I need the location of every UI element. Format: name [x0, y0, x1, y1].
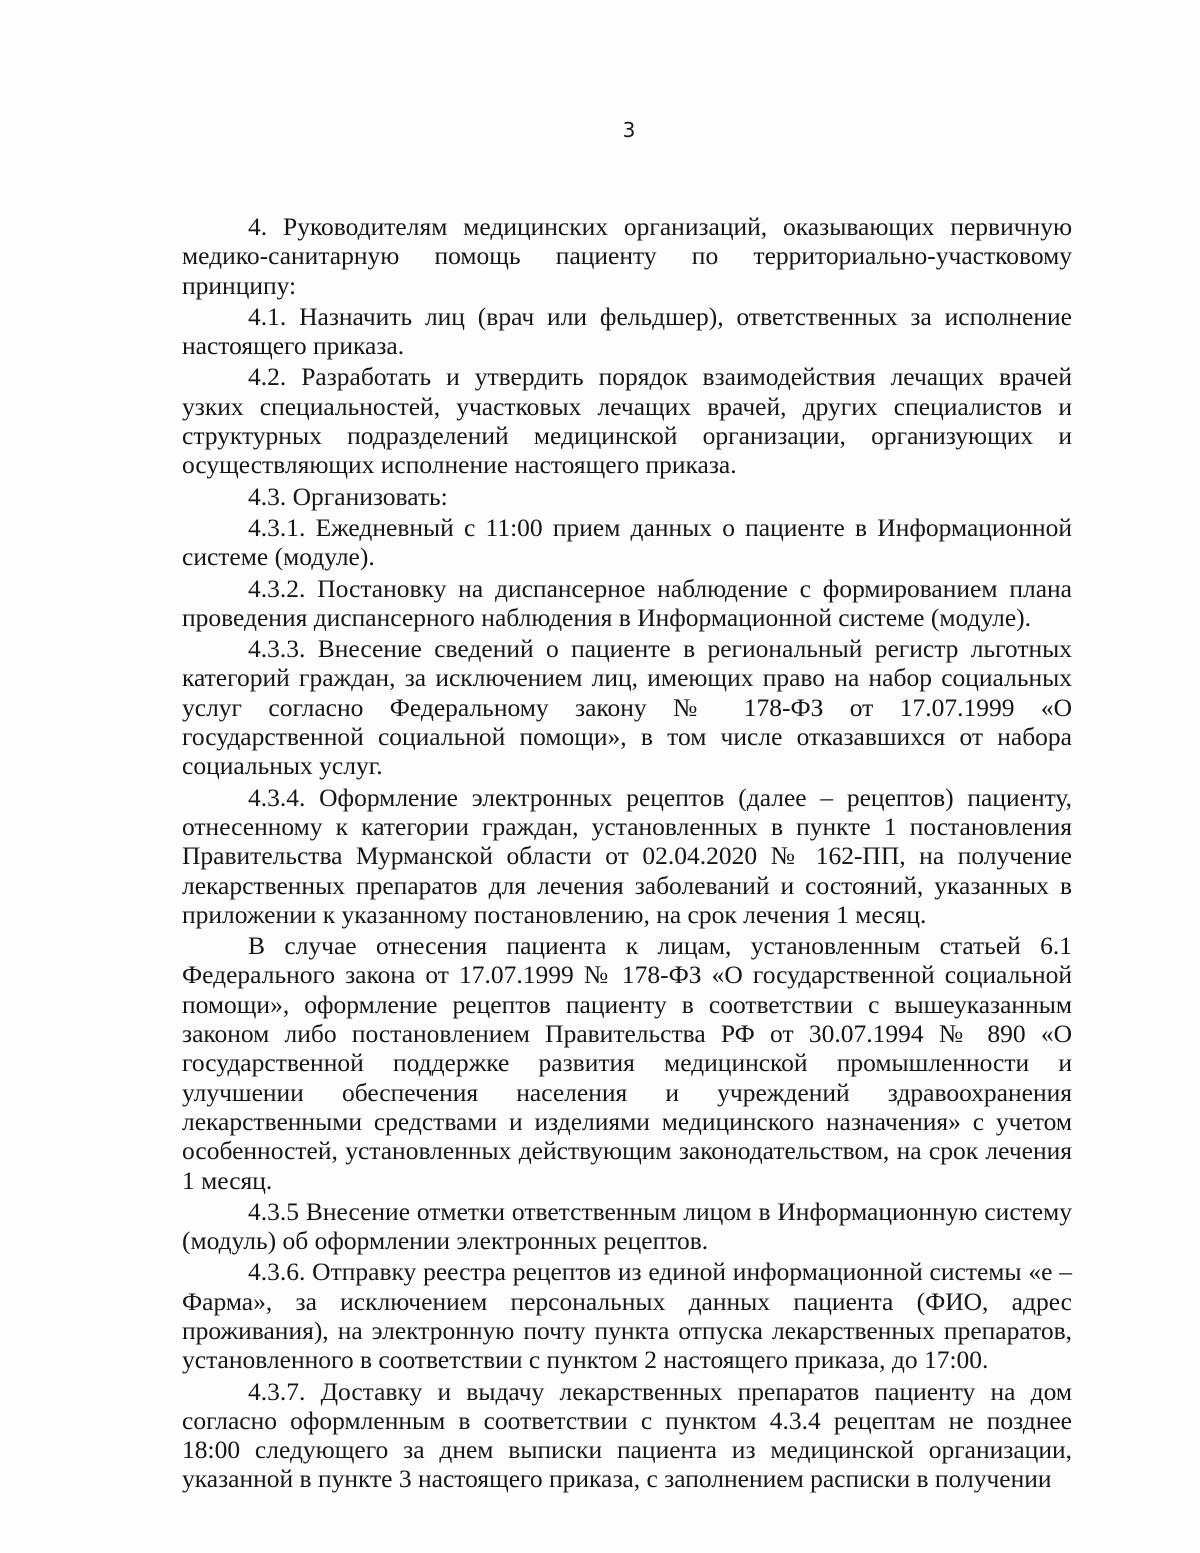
- paragraph-4-3-3: 4.3.3. Внесение сведений о пациенте в региональный регистр льготных категорий граждан, за исключением лиц, имеющих право на набор социальных услуг согласно Федеральному закону № 178-ФЗ от 17.07.1999 «О государственной социальной помощи», в том числе отказавшихся от набора социальных услуг.: [182, 634, 1072, 781]
- paragraph-4-2: 4.2. Разработать и утвердить порядок взаимодействия лечащих врачей узких специальностей, участковых лечащих врачей, других специалистов и структурных подразделений медицинской организации, организующих и осуществляющих исполнение настоящего приказа.: [182, 362, 1072, 480]
- paragraph-4-3-5: 4.3.5 Внесение отметки ответственным лицом в Информационную систему (модуль) об оформлении электронных рецептов.: [182, 1196, 1072, 1256]
- paragraph-4-3-7: 4.3.7. Доставку и выдачу лекарственных препаратов пациенту на дом согласно оформленным в соответствии с пунктом 4.3.4 рецептам не позднее 18:00 следующего за днем выписки пациента из медицинской организации, указанной в пункте 3 настоящего приказа, с заполнением расписки в получении: [182, 1376, 1072, 1494]
- paragraph-4: 4. Руководителям медицинских организаций, оказывающих первичную медико-санитарную помощь пациенту по территориально-участковому принципу:: [182, 212, 1072, 300]
- page-number: 3: [622, 118, 636, 142]
- paragraph-4-3: 4.3. Организовать:: [248, 481, 448, 511]
- paragraph-4-3-2: 4.3.2. Постановку на диспансерное наблюдение с формированием плана проведения диспансерного наблюдения в Информационной системе (модуле).: [182, 573, 1072, 632]
- paragraph-4-3-4: 4.3.4. Оформление электронных рецептов (далее – рецептов) пациенту, отнесенному к категории граждан, установленных в пункте 1 постановления Правительства Мурманской области от 02.04.2020 № 162-ПП, на получение лекарственных препаратов для лечения заболеваний и состояний, указанных в приложении к указанному постановлению, на срок лечения 1 месяц.: [182, 782, 1072, 929]
- paragraph-4-3-6: 4.3.6. Отправку реестра рецептов из единой информационной системы «е – Фарма», за исключением персональных данных пациента (ФИО, адрес проживания), на электронную почту пункта отпуска лекарственных препаратов, установленного в соответствии с пунктом 2 настоящего приказа, до 17:00.: [182, 1257, 1072, 1375]
- paragraph-4-3-1: 4.3.1. Ежедневный с 11:00 прием данных о пациенте в Информационной системе (модуле).: [182, 512, 1072, 572]
- document-body: [182, 212, 1072, 1496]
- paragraph-4-1: 4.1. Назначить лиц (врач или фельдшер), ответственных за исполнение настоящего приказа.: [182, 301, 1072, 361]
- paragraph-4-3-4-note: В случае отнесения пациента к лицам, установленным статьей 6.1 Федерального закона от 17.07.1999 № 178-ФЗ «О государственной социальной помощи», оформление рецептов пациенту в соответствии с вышеуказанным законом либо постановлением Правительства РФ от 30.07.1994 № 890 «О государственной поддержке развития медицинской промышленности и улучшении обеспечения населения и учреждений здравоохранения лекарственными средствами и изделиями медицинского назначения» с учетом особенностей, установленных действующим законодательством, на срок лечения 1 месяц.: [182, 931, 1072, 1195]
